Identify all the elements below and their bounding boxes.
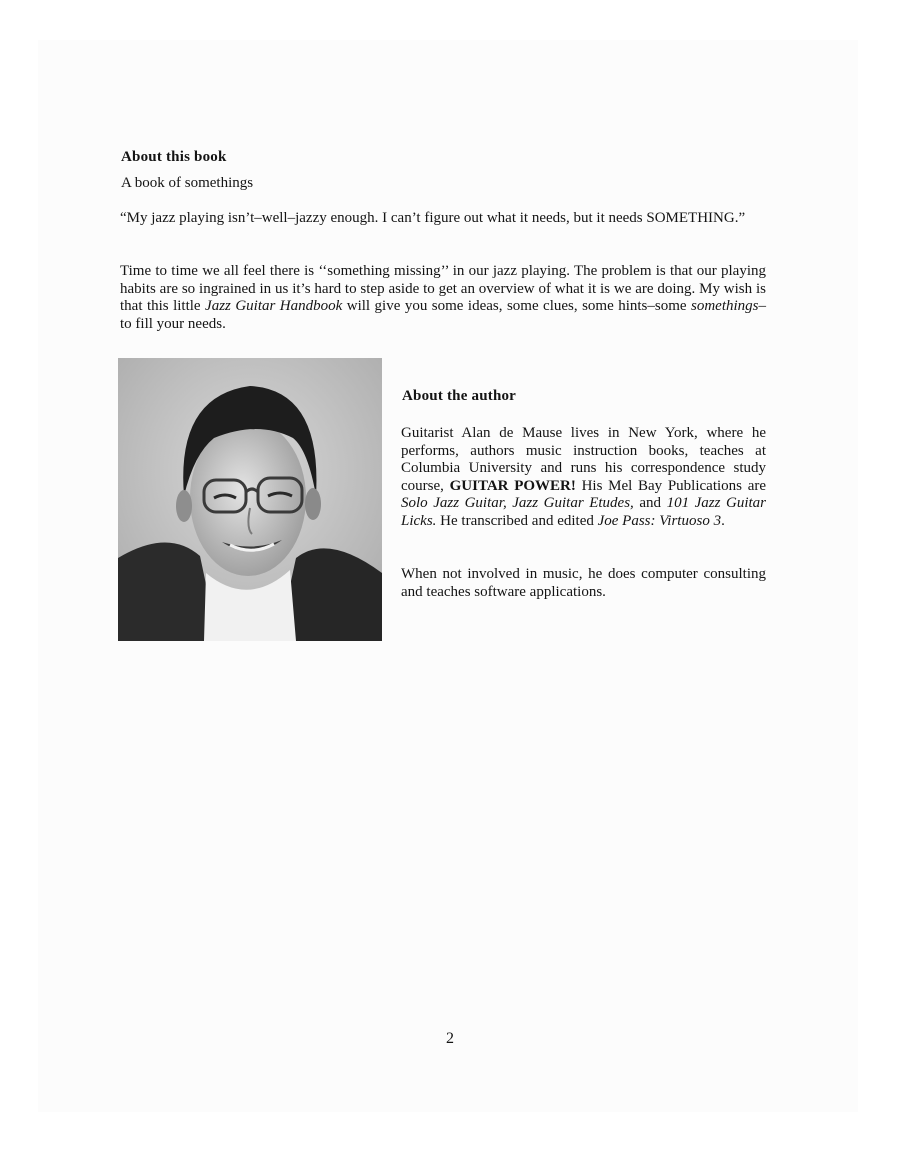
bio-text-1: Guitarist Alan de Mause lives in New York, where he performs, authors music instruction books, teaches at Columbia University and runs his correspondence study course, [401,425,766,494]
author-photo [118,358,382,641]
intro-paragraph [120,263,766,333]
author-bio-paragraph [401,425,766,531]
somethings-emphasis: somethings [691,298,759,315]
intro-text-2: will give you some ideas, some clues, some hints–some [342,298,692,315]
about-book-heading: About this book [121,149,227,165]
page-number: 2 [446,1030,454,1047]
guitar-power-course: GUITAR POWER! [449,477,576,494]
bio-text-and: and [633,495,667,512]
book-title-handbook: Jazz Guitar Handbook [205,298,343,315]
about-book-subheading: A book of somethings [121,175,254,191]
quote-paragraph: “My jazz playing isn’t–well–jazzy enough. I can’t figure out what it needs, but it needs SOMETHING.” [120,210,746,226]
author-closing-paragraph: When not involved in music, he does computer consulting and teaches software applications. [401,566,766,600]
bio-text-period: . [721,512,725,529]
book-title-solo-jazz-guitar: Solo Jazz Guitar, [401,495,507,512]
book-title-101-licks: 101 Jazz Guitar Licks. [401,495,767,529]
book-title-jazz-guitar-etudes: Jazz Guitar Etudes, [512,495,634,512]
intro-text-1: Time to time we all feel there is ‘‘something missing’’ in our jazz playing. The problem is that our playing habits are so ingrained in us it’s hard to step aside to get an overview of what it is we are doing. My wish is that this little [120,263,766,315]
about-author-heading: About the author [402,388,517,404]
book-title-joe-pass: Joe Pass: Virtuoso 3 [597,512,722,529]
intro-text-3: –to fill your needs. [120,298,767,332]
bio-text-3: He transcribed and edited [436,512,598,529]
bio-text-2: His Mel Bay Publications are [575,477,767,494]
